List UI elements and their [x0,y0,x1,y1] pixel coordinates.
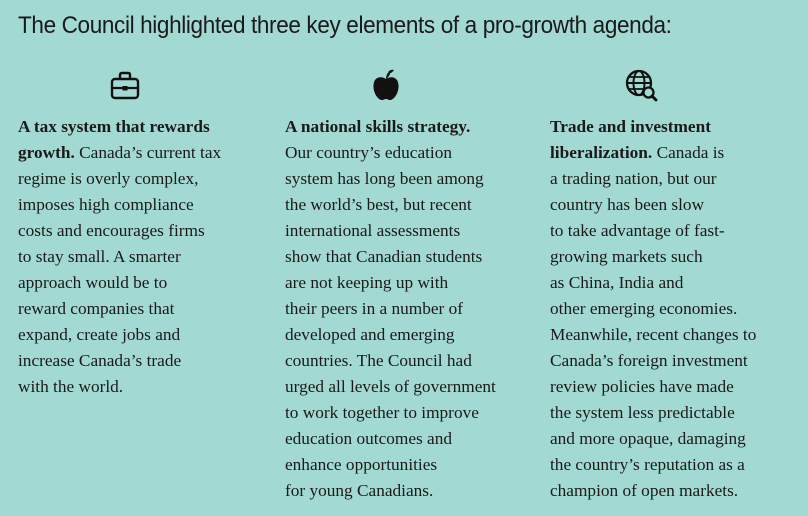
bold-lead: growth. [18,143,75,162]
briefcase-icon [108,68,142,102]
text-line [18,140,221,166]
text-line [285,400,496,426]
text-line [285,452,496,478]
body-text: for young Canadians. [285,481,434,500]
body-text: Canada’s foreign investment [550,351,748,370]
body-text: and more opaque, damaging [550,429,746,448]
text-line [550,192,756,218]
text-line [18,218,221,244]
bold-lead: A tax system that rewards [18,117,210,136]
body-text: expand, create jobs and [18,325,181,344]
body-text: show that Canadian students [285,247,483,266]
body-text: a trading nation, but our [550,169,717,188]
body-text: costs and encourages firms [18,221,205,240]
body-text: with the world. [18,377,124,396]
text-line [18,114,221,140]
body-text: as China, India and [550,273,684,292]
body-text: education outcomes and [285,429,452,448]
text-line [550,270,756,296]
text-line [285,348,496,374]
text-line [550,478,756,504]
body-text: to take advantage of fast- [550,221,725,240]
body-text: increase Canada’s trade [18,351,182,370]
text-line [285,322,496,348]
bold-lead: liberalization. [550,143,653,162]
column-text [18,114,221,400]
body-text: are not keeping up with [285,273,449,292]
text-line [285,114,496,140]
text-line [285,140,496,166]
body-text: regime is overly complex, [18,169,199,188]
text-line [550,244,756,270]
bold-lead: A national skills strategy. [285,117,471,136]
body-text: system has long been among [285,169,484,188]
text-line [18,374,221,400]
text-line [285,192,496,218]
body-text: international assessments [285,221,461,240]
text-line [285,478,496,504]
text-line [550,322,756,348]
body-text: to work together to improve [285,403,479,422]
body-text: Canada is [652,143,725,162]
text-line [550,452,756,478]
text-line [550,374,756,400]
column-text [285,114,496,504]
body-text: the country’s reputation as a [550,455,745,474]
body-text: the world’s best, but recent [285,195,472,214]
text-line [18,348,221,374]
text-line [550,400,756,426]
body-text: developed and emerging [285,325,455,344]
page-heading: The Council highlighted three key elements of a pro-growth agenda: [18,12,672,39]
body-text: Our country’s education [285,143,453,162]
body-text: reward companies that [18,299,175,318]
text-line [285,270,496,296]
body-text: growing markets such [550,247,703,266]
body-text: Canada’s current tax [74,143,222,162]
body-text: enhance opportunities [285,455,438,474]
text-line [550,140,756,166]
globe-search-icon [624,68,658,102]
body-text: Meanwhile, recent changes to [550,325,757,344]
body-text: champion of open markets. [550,481,739,500]
bold-lead: Trade and investment [550,117,711,136]
text-line [550,296,756,322]
text-line [285,374,496,400]
body-text: other emerging economies. [550,299,738,318]
text-line [285,218,496,244]
text-line [550,426,756,452]
body-text: the system less predictable [550,403,735,422]
text-line [18,166,221,192]
text-line [18,322,221,348]
text-line [550,348,756,374]
text-line [285,296,496,322]
text-line [18,244,221,270]
body-text: to stay small. A smarter [18,247,181,266]
column-text [550,114,756,504]
text-line [550,114,756,140]
body-text: review policies have made [550,377,734,396]
text-line [18,270,221,296]
apple-icon [369,68,403,102]
text-line [550,166,756,192]
body-text: approach would be to [18,273,168,292]
text-line [285,426,496,452]
text-line [18,192,221,218]
body-text: countries. The Council had [285,351,472,370]
text-line [550,218,756,244]
text-line [18,296,221,322]
body-text: country has been slow [550,195,705,214]
body-text: their peers in a number of [285,299,464,318]
body-text: urged all levels of government [285,377,496,396]
body-text: imposes high compliance [18,195,194,214]
text-line [285,166,496,192]
text-line [285,244,496,270]
